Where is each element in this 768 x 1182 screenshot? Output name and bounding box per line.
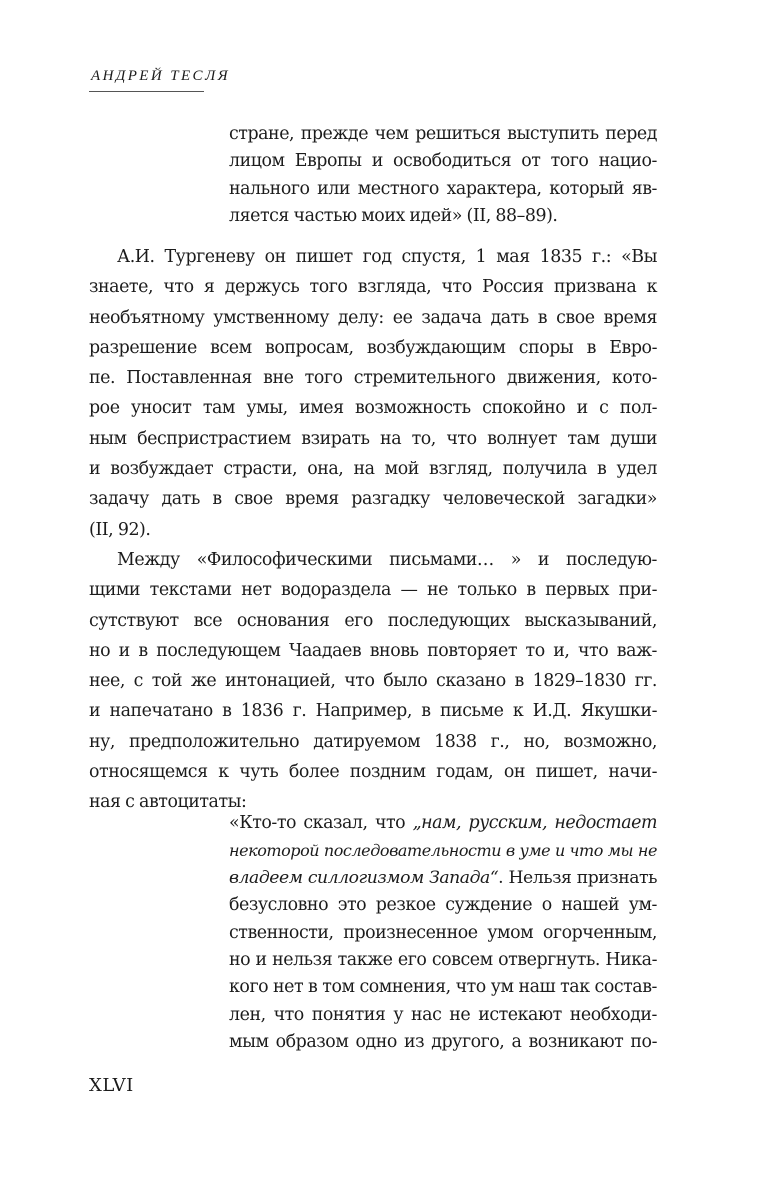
text-line: (II, 92).	[89, 519, 151, 540]
text-line: разрешение всем вопросам, возбуждающим споры в Евро-	[89, 337, 657, 358]
quote-italic: „нам, русским, недостает	[412, 813, 657, 833]
quote-text: . Нельзя признать	[498, 867, 657, 888]
body-text	[89, 242, 657, 818]
text-line: относящемся к чуть более поздним годам, он пишет, начи-	[89, 762, 657, 783]
text-line: некоторой последовательности в уме и что мы не	[229, 841, 657, 861]
quote-italic: владеем силлогизмом Запада“	[229, 867, 499, 888]
text-line: и возбуждает страсти, она, на мой взгляд, получила в удел	[89, 459, 657, 480]
page-number: XLVI	[89, 1075, 134, 1096]
header-rule	[89, 91, 204, 92]
text-line: ственности, произнесенное умом огорченным,	[229, 922, 657, 943]
text-line: лицом Европы и освободиться от того нацио-	[229, 151, 657, 172]
text-line: кого нет в том сомнения, что ум наш так состав-	[229, 977, 657, 998]
text-line: знаете, что я держусь того взгляда, что Россия призвана к	[89, 277, 657, 298]
quote-bottom	[229, 810, 657, 1057]
text-line: ляется частью моих идей» (II, 88–89).	[229, 206, 558, 227]
text-line: ну, предположительно датируемом 1838 г., но, возможно,	[89, 731, 657, 752]
text-line: ная с автоцитаты:	[89, 792, 247, 813]
text-line: мым образом одно из другого, а возникают по-	[229, 1032, 657, 1053]
text-line: ным беспристрастием взирать на то, что волнует там души	[89, 428, 657, 449]
text-line: А.И. Тургеневу он пишет год спустя, 1 мая 1835 г.: «Вы	[117, 247, 657, 267]
text-line	[229, 865, 657, 892]
text-line: стране, прежде чем решиться выступить перед	[229, 124, 657, 144]
text-line: но и в последующем Чаадаев вновь повторяет то и, что важ-	[89, 640, 657, 661]
running-head: АНДРЕЙ ТЕСЛЯ	[91, 68, 230, 84]
text-line: но и нельзя также его совсем отвергнуть. Ника-	[229, 949, 657, 970]
text-line: лен, что понятия у нас не истекают необходи-	[229, 1004, 657, 1025]
quote-top	[229, 121, 657, 231]
quote-text: «Кто-то сказал, что	[229, 813, 413, 833]
text-line: сутствуют все основания его последующих высказываний,	[89, 610, 657, 631]
text-line: рое уносит там умы, имея возможность спокойно и с пол-	[89, 398, 657, 419]
text-line: щими текстами нет водораздела — не только в первых при-	[89, 580, 657, 601]
text-line: задачу дать в свое время разгадку человеческой загадки»	[89, 489, 657, 510]
text-line: безусловно это резкое суждение о нашей ум-	[229, 895, 657, 916]
text-line: Между «Философическими письмами… » и последую-	[117, 549, 657, 570]
text-line	[229, 810, 657, 837]
text-line: пе. Поставленная вне того стремительного движения, кото-	[89, 368, 657, 389]
text-line: и напечатано в 1836 г. Например, в письме к И.Д. Якушки-	[89, 701, 657, 722]
text-line: нального или местного характера, который яв-	[229, 178, 657, 199]
text-line: нее, с той же интонацией, что было сказано в 1829–1830 гг.	[89, 671, 657, 692]
text-line: необъятному умственному делу: ее задача дать в свое время	[89, 307, 657, 328]
